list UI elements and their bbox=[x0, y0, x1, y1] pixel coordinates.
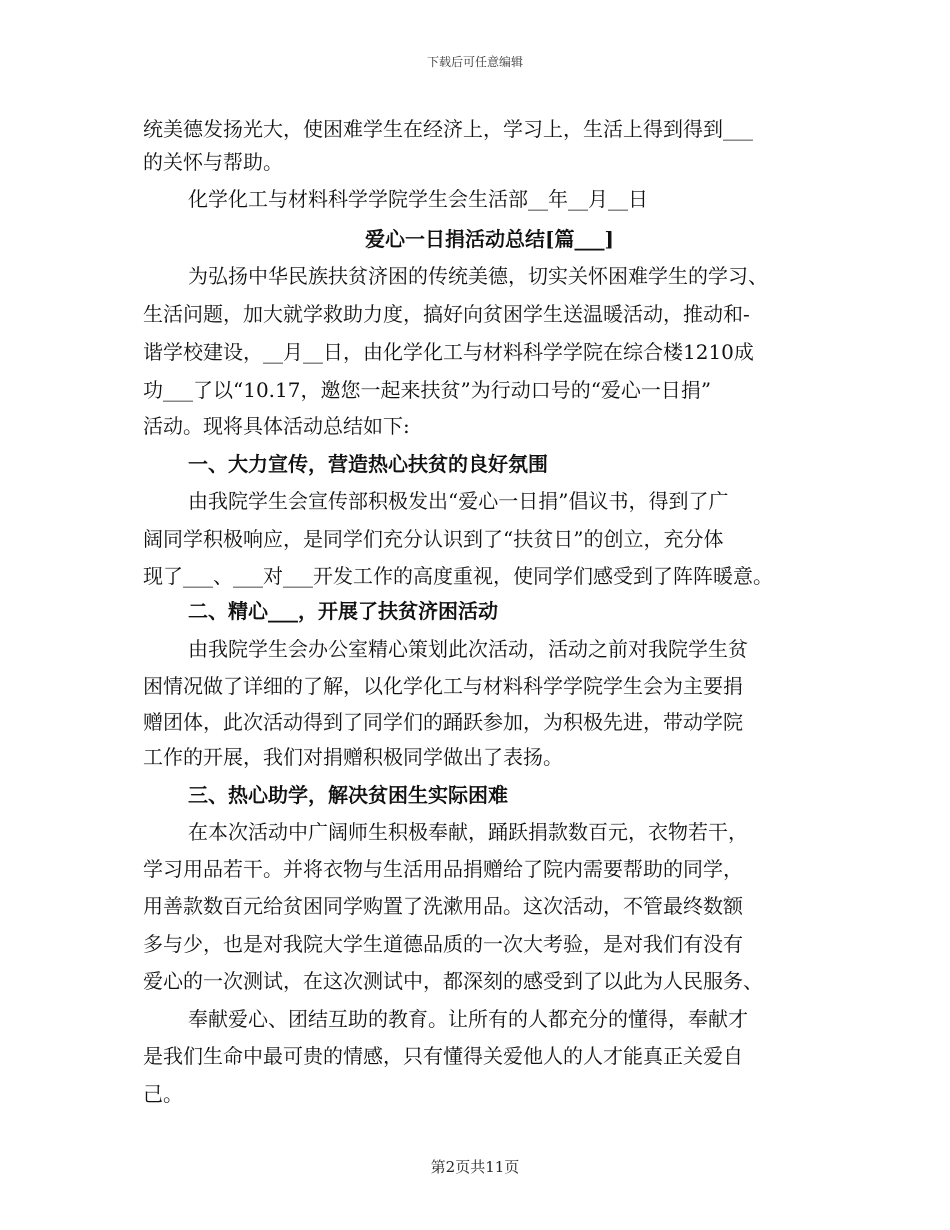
page-number: 第2页共11页 bbox=[430, 1158, 520, 1176]
body-line: 工作的开展，我们对捐赠积极同学做出了表扬。 bbox=[143, 745, 563, 769]
body-line: 赠团体，此次活动得到了同学们的踊跃参加，为积极先进，带动学院 bbox=[143, 710, 743, 734]
body-line: 由我院学生会办公室精心策划此次活动，活动之前对我院学生贫 bbox=[188, 637, 748, 661]
body-line: 为弘扬中华民族扶贫济困的传统美德，切实关怀困难学生的学习、 bbox=[188, 264, 768, 288]
body-line: 爱心的一次测试，在这次测试中，都深刻的感受到了以此为人民服务、 bbox=[143, 969, 763, 993]
body-line: 学习用品若干。并将衣物与生活用品捐赠给了院内需要帮助的同学， bbox=[143, 857, 743, 881]
section-heading: 一、大力宣传，营造热心扶贫的良好氛围 bbox=[188, 452, 548, 476]
body-line: 在本次活动中广阔师生积极奉献，踊跃捐款数百元，衣物若干， bbox=[188, 820, 748, 844]
body-line: 用善款数百元给贫困同学购置了洗漱用品。这次活动，不管最终数额 bbox=[143, 894, 743, 918]
body-line: 奉献爱心、团结互助的教育。让所有的人都充分的懂得，奉献才 bbox=[188, 1007, 748, 1031]
body-line: 活动。现将具体活动总结如下: bbox=[143, 414, 410, 438]
page-header-note: 下载后可任意编辑 bbox=[426, 55, 523, 69]
section-heading: 二、精心___，开展了扶贫济困活动 bbox=[188, 599, 498, 623]
body-line: 生活问题，加大就学救助力度，搞好向贫困学生送温暖活动，推动和- bbox=[143, 302, 750, 326]
body-line: 统美德发扬光大，使困难学生在经济上，学习上，生活上得到得到___ bbox=[143, 117, 753, 141]
signature-line: 化学化工与材料科学学院学生会生活部__年__月__日 bbox=[188, 187, 648, 211]
section-heading: 三、热心助学，解决贫困生实际困难 bbox=[188, 783, 508, 807]
body-line: 己。 bbox=[143, 1082, 183, 1106]
body-line: 谐学校建设，__月__日，由化学化工与材料科学学院在综合楼1210成 bbox=[143, 340, 754, 364]
body-line: 多与少，也是对我院大学生道德品质的一次大考验，是对我们有没有 bbox=[143, 932, 743, 956]
body-line: 是我们生命中最可贵的情感，只有懂得关爱他人的人才能真正关爱自 bbox=[143, 1044, 743, 1068]
body-line: 现了___、___对___开发工作的高度重视，使同学们感受到了阵阵暖意。 bbox=[143, 564, 773, 588]
body-line: 阔同学积极响应，是同学们充分认识到了“扶贫日”的创立，充分体 bbox=[143, 527, 724, 551]
body-line: 的关怀与帮助。 bbox=[143, 150, 283, 174]
body-line: 由我院学生会宣传部积极发出“爱心一日捐”倡议书，得到了广 bbox=[188, 489, 729, 513]
body-line: 功___了以“10.17，邀您一起来扶贫”为行动口号的“爱心一日捐” bbox=[143, 378, 712, 402]
article-title: 爱心一日捐活动总结[篇___] bbox=[365, 227, 614, 251]
body-line: 困情况做了详细的了解，以化学化工与材料科学学院学生会为主要捐 bbox=[143, 674, 743, 698]
